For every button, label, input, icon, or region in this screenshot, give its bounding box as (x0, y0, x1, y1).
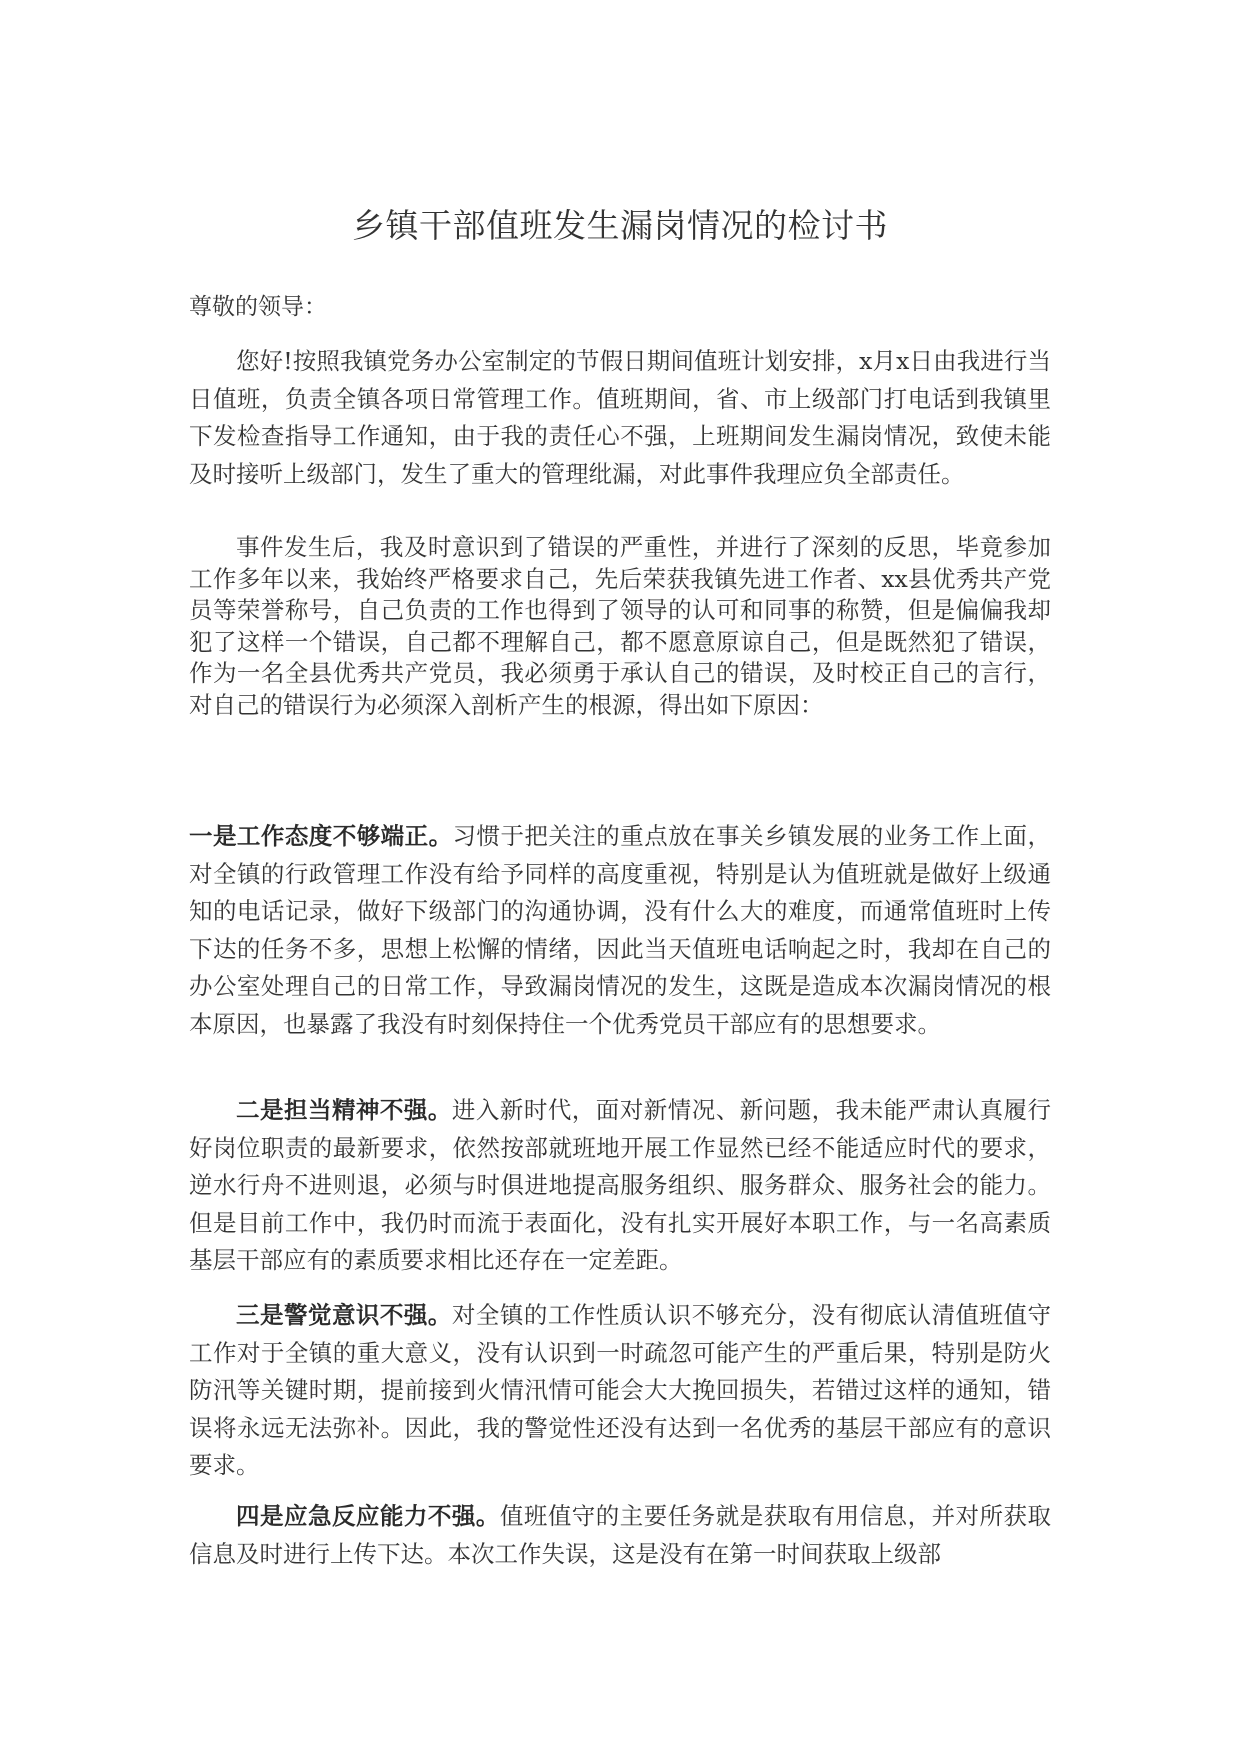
document-title: 乡镇干部值班发生漏岗情况的检讨书 (352, 206, 888, 245)
reason-4-heading: 四是应急反应能力不强。 (236, 1502, 500, 1530)
reason-2-text: 进入新时代，面对新情况、新问题，我未能严肃认真履行好岗位职责的最新要求，依然按部就班地开展工作显然已经不能适应时代的要求，逆水行舟不进则退，必须与时俱进地提高服务组织、服务群众、服务社会的能力。但是目前工作中，我仍时而流于表面化，没有扎实开展好本职工作，与一名高素质基层干部应有的素质要求相比还存在一定差距。 (189, 1096, 1052, 1274)
reason-2-heading: 二是担当精神不强。 (236, 1096, 452, 1124)
paragraph-reflection: 事件发生后，我及时意识到了错误的严重性，并进行了深刻的反思，毕竟参加工作多年以来，我始终严格要求自己，先后荣获我镇先进工作者、xx县优秀共产党员等荣誉称号，自己负责的工作也得到了领导的认可和同事的称赞，但是偏偏我却犯了这样一个错误，自己都不理解自己，都不愿意原谅自己，但是既然犯了错误，作为一名全县优秀共产党员，我必须勇于承认自己的错误，及时校正自己的言行，对自己的错误行为必须深入剖析产生的根源，得出如下原因： (189, 533, 1051, 719)
paragraph-reason-3 (189, 1297, 1051, 1485)
reason-4-text: 值班值守的主要任务就是获取有用信息，并对所获取信息及时进行上传下达。本次工作失误，这是没有在第一时间获取上级部 (189, 1502, 1052, 1568)
salutation: 尊敬的领导： (189, 294, 327, 320)
paragraph-reason-1 (189, 818, 1051, 1043)
reason-1-heading: 一是工作态度不够端正。 (189, 822, 453, 850)
paragraph-reason-4 (189, 1498, 1051, 1573)
paragraph-reason-2 (189, 1092, 1051, 1280)
reason-1-text: 习惯于把关注的重点放在事关乡镇发展的业务工作上面，对全镇的行政管理工作没有给予同样的高度重视，特别是认为值班就是做好上级通知的电话记录，做好下级部门的沟通协调，没有什么大的难度，而通常值班时上传下达的任务不多，思想上松懈的情绪，因此当天值班电话响起之时，我却在自己的办公室处理自己的日常工作，导致漏岗情况的发生，这既是造成本次漏岗情况的根本原因，也暴露了我没有时刻保持住一个优秀党员干部应有的思想要求。 (189, 822, 1052, 1038)
reason-3-heading: 三是警觉意识不强。 (236, 1301, 452, 1329)
reason-3-text: 对全镇的工作性质认识不够充分，没有彻底认清值班值守工作对于全镇的重大意义，没有认识到一时疏忽可能产生的严重后果，特别是防火防汛等关键时期，提前接到火情汛情可能会大大挽回损失，若错过这样的通知，错误将永远无法弥补。因此，我的警觉性还没有达到一名优秀的基层干部应有的意识要求。 (189, 1301, 1052, 1479)
paragraph-greeting: 您好!按照我镇党务办公室制定的节假日期间值班计划安排，x月x日由我进行当日值班，负责全镇各项日常管理工作。值班期间，省、市上级部门打电话到我镇里下发检查指导工作通知，由于我的责任心不强，上班期间发生漏岗情况，致使未能及时接听上级部门，发生了重大的管理纰漏，对此事件我理应负全部责任。 (189, 347, 1051, 488)
